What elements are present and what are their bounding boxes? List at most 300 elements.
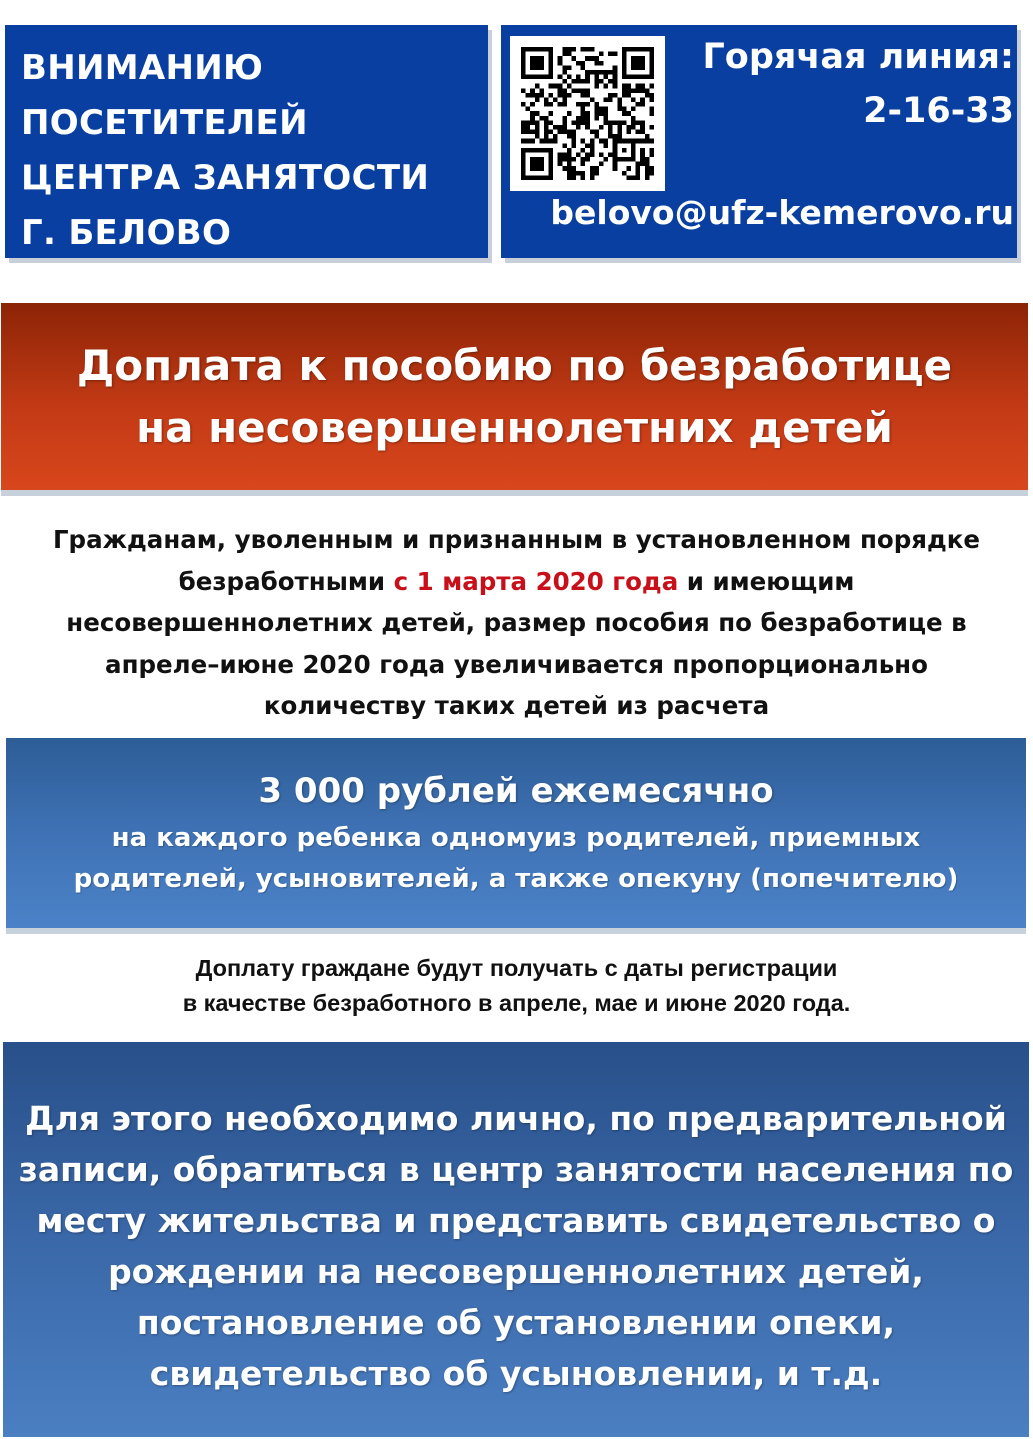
qr-module [544, 97, 549, 102]
qr-module [594, 107, 599, 112]
qr-module [594, 171, 599, 176]
qr-module [521, 102, 526, 107]
qr-module [617, 107, 622, 112]
qr-module [562, 166, 567, 171]
qr-module [590, 175, 595, 180]
qr-module [604, 107, 609, 112]
qr-module [640, 47, 645, 52]
qr-module [608, 79, 613, 84]
payment-period-line-2: в качестве безработного в апреле, мае и июне 2020 года. [182, 990, 851, 1016]
qr-module [567, 47, 572, 52]
qr-module [626, 47, 631, 52]
qr-module [585, 70, 590, 75]
qr-module [640, 97, 645, 102]
qr-module [594, 134, 599, 139]
qr-module [562, 97, 567, 102]
qr-module [558, 102, 563, 107]
qr-module [645, 162, 650, 167]
qr-module [585, 111, 590, 116]
qr-module [567, 175, 572, 180]
qr-module [562, 120, 567, 125]
qr-module [521, 139, 526, 144]
qr-module [571, 79, 576, 84]
qr-module [604, 75, 609, 80]
qr-module [645, 75, 650, 80]
amount-title: 3 000 рублей ежемесячно [258, 771, 774, 811]
qr-module [636, 75, 641, 80]
qr-module [539, 65, 544, 70]
qr-module [567, 52, 572, 57]
qr-module [521, 56, 526, 61]
qr-module [604, 120, 609, 125]
qr-module [640, 157, 645, 162]
qr-module [608, 97, 613, 102]
qr-module [549, 70, 554, 75]
qr-module [581, 107, 586, 112]
qr-module [590, 139, 595, 144]
qr-module [626, 166, 631, 171]
eligibility-line-3: несовершеннолетних детей, размер пособия по безработице в [66, 608, 967, 637]
qr-module [631, 47, 636, 52]
qr-module [544, 175, 549, 180]
qr-module [613, 152, 618, 157]
qr-module [622, 107, 627, 112]
qr-module [549, 152, 554, 157]
instructions-line-5: постановление об установлении опеки, [136, 1303, 896, 1342]
qr-module [567, 75, 572, 80]
qr-module [576, 75, 581, 80]
qr-module [590, 143, 595, 148]
qr-module [558, 88, 563, 93]
qr-module [626, 111, 631, 116]
qr-module [590, 56, 595, 61]
qr-module [590, 166, 595, 171]
qr-module [549, 56, 554, 61]
qr-module [535, 97, 540, 102]
qr-module [530, 157, 535, 162]
qr-module [594, 130, 599, 135]
qr-module [521, 148, 526, 153]
qr-module [530, 47, 535, 52]
qr-module [645, 93, 650, 98]
qr-module [636, 47, 641, 52]
qr-module [594, 84, 599, 89]
qr-module [549, 65, 554, 70]
qr-module [608, 70, 613, 75]
qr-module [562, 157, 567, 162]
qr-module [649, 61, 654, 66]
qr-module [594, 111, 599, 116]
qr-module [649, 93, 654, 98]
qr-module [562, 102, 567, 107]
qr-module [604, 97, 609, 102]
qr-module [581, 116, 586, 121]
qr-module [649, 166, 654, 171]
qr-module [631, 120, 636, 125]
amount-panel [6, 738, 1026, 928]
header-title-line-4: Г. БЕЛОВО [21, 213, 232, 253]
qr-module [636, 84, 641, 89]
instructions-line-2: записи, обратиться в центр занятости населения по [18, 1150, 1014, 1189]
qr-module [631, 61, 636, 66]
amount-description [6, 818, 1026, 900]
qr-module [631, 175, 636, 180]
qr-module [622, 52, 627, 57]
qr-module [631, 125, 636, 130]
qr-module [576, 88, 581, 93]
qr-module [613, 134, 618, 139]
amount-description-line-1: на каждого ребенка одномуиз родителей, приемных [111, 823, 921, 853]
qr-module [613, 75, 618, 80]
qr-module [636, 139, 641, 144]
qr-module [521, 152, 526, 157]
qr-module [585, 79, 590, 84]
eligibility-line-1: Гражданам, уволенным и признанным в установленном порядке [52, 525, 981, 554]
qr-module [539, 148, 544, 153]
qr-module [576, 171, 581, 176]
header-contact-block [501, 25, 1017, 258]
qr-module [567, 157, 572, 162]
qr-module [649, 125, 654, 130]
qr-module [608, 134, 613, 139]
qr-module [622, 148, 627, 153]
qr-module [581, 93, 586, 98]
qr-module [539, 61, 544, 66]
qr-module [526, 148, 531, 153]
qr-module [636, 175, 641, 180]
qr-module [567, 130, 572, 135]
qr-module [636, 102, 641, 107]
instructions-line-6: свидетельство об усыновлении, и т.д. [149, 1354, 883, 1393]
qr-module [594, 79, 599, 84]
qr-module [535, 47, 540, 52]
qr-module [544, 116, 549, 121]
qr-module [544, 75, 549, 80]
qr-module [562, 116, 567, 121]
qr-module [535, 61, 540, 66]
qr-module [608, 152, 613, 157]
qr-module [604, 116, 609, 121]
qr-module [535, 134, 540, 139]
qr-module [544, 125, 549, 130]
qr-module [576, 152, 581, 157]
qr-module [640, 88, 645, 93]
headline-line-1: Доплата к пособию по безработице [76, 341, 953, 390]
qr-module [617, 120, 622, 125]
qr-module [549, 47, 554, 52]
qr-module [562, 143, 567, 148]
qr-module [599, 152, 604, 157]
qr-module [526, 175, 531, 180]
qr-module [581, 47, 586, 52]
qr-module [636, 166, 641, 171]
instructions-line-3: месту жительства и представить свидетельство о [36, 1201, 996, 1240]
qr-module [581, 157, 586, 162]
qr-module [608, 125, 613, 130]
eligibility-line-2-start: безработными [178, 566, 386, 596]
qr-module [530, 116, 535, 121]
qr-module [585, 125, 590, 130]
eligibility-paragraph [10, 519, 1023, 727]
qr-module [626, 84, 631, 89]
qr-module [585, 152, 590, 157]
qr-module [571, 134, 576, 139]
header-title-line-1: ВНИМАНИЮ [21, 48, 264, 88]
qr-module [585, 93, 590, 98]
qr-module [530, 56, 535, 61]
qr-module [549, 75, 554, 80]
qr-module [544, 139, 549, 144]
qr-module [599, 139, 604, 144]
qr-module [631, 97, 636, 102]
qr-module [649, 107, 654, 112]
qr-module [549, 93, 554, 98]
qr-module [599, 70, 604, 75]
qr-module [571, 56, 576, 61]
qr-module [640, 65, 645, 70]
qr-module [640, 61, 645, 66]
qr-module [585, 143, 590, 148]
qr-module [617, 139, 622, 144]
qr-module [562, 65, 567, 70]
qr-module [530, 75, 535, 80]
hotline-number: 2-16-33 [863, 91, 1014, 131]
qr-module [599, 125, 604, 130]
qr-module [544, 130, 549, 135]
qr-module [530, 88, 535, 93]
qr-module [631, 56, 636, 61]
qr-module [530, 139, 535, 144]
email-link[interactable]: belovo@ufz-kemerovo.ru [550, 193, 1014, 232]
qr-module [571, 143, 576, 148]
qr-module [521, 171, 526, 176]
qr-module [585, 88, 590, 93]
qr-module [549, 84, 554, 89]
qr-module [544, 148, 549, 153]
payment-period-paragraph [10, 951, 1023, 1021]
qr-module [567, 134, 572, 139]
qr-module [526, 93, 531, 98]
qr-module [590, 70, 595, 75]
qr-module [562, 79, 567, 84]
qr-module [640, 125, 645, 130]
qr-module [558, 130, 563, 135]
date-highlight: с 1 марта 2020 года [393, 566, 679, 596]
qr-module [571, 171, 576, 176]
qr-module [535, 162, 540, 167]
qr-module [626, 157, 631, 162]
qr-module [631, 143, 636, 148]
qr-module [645, 157, 650, 162]
qr-module [567, 152, 572, 157]
qr-module [640, 139, 645, 144]
qr-module [549, 61, 554, 66]
qr-module [608, 120, 613, 125]
qr-module [562, 125, 567, 130]
qr-module [581, 111, 586, 116]
qr-module [558, 61, 563, 66]
qr-module [576, 102, 581, 107]
qr-module [539, 116, 544, 121]
qr-module [526, 120, 531, 125]
qr-module [521, 125, 526, 130]
qr-module [590, 171, 595, 176]
qr-module [640, 162, 645, 167]
eligibility-line-5: количеству таких детей из расчета [263, 691, 770, 720]
qr-module [562, 52, 567, 57]
qr-module [521, 52, 526, 57]
qr-module [645, 134, 650, 139]
qr-module [640, 75, 645, 80]
qr-module [613, 139, 618, 144]
qr-module [576, 125, 581, 130]
eligibility-line-4: апреле–июне 2020 года увеличивается пропорционально [105, 649, 928, 679]
qr-module [558, 75, 563, 80]
qr-module [553, 139, 558, 144]
qr-module [530, 162, 535, 167]
qr-module [530, 148, 535, 153]
qr-module [521, 70, 526, 75]
instructions-panel [3, 1042, 1029, 1437]
qr-module [571, 88, 576, 93]
qr-module [645, 166, 650, 171]
qr-module [631, 65, 636, 70]
qr-module [549, 166, 554, 171]
qr-module [562, 152, 567, 157]
qr-module [590, 148, 595, 153]
qr-module [581, 139, 586, 144]
qr-module [640, 84, 645, 89]
qr-module [585, 75, 590, 80]
qr-module [539, 157, 544, 162]
qr-module [581, 79, 586, 84]
qr-module [581, 148, 586, 153]
qr-module [567, 148, 572, 153]
qr-module [599, 162, 604, 167]
qr-module [626, 175, 631, 180]
qr-module [617, 130, 622, 135]
qr-module [539, 56, 544, 61]
qr-module [581, 65, 586, 70]
qr-module [539, 75, 544, 80]
qr-module [521, 175, 526, 180]
qr-module [631, 157, 636, 162]
headline-line-2: на несовершеннолетних детей [136, 403, 893, 452]
qr-module [599, 52, 604, 57]
qr-module [558, 157, 563, 162]
qr-module [599, 111, 604, 116]
qr-module [590, 130, 595, 135]
qr-module [636, 120, 641, 125]
qr-module [576, 61, 581, 66]
qr-module [636, 171, 641, 176]
qr-module [622, 139, 627, 144]
qr-module [544, 102, 549, 107]
qr-module [640, 56, 645, 61]
qr-module [535, 65, 540, 70]
qr-module [585, 116, 590, 121]
qr-module [530, 93, 535, 98]
qr-module [553, 125, 558, 130]
qr-module [521, 157, 526, 162]
qr-module [626, 93, 631, 98]
qr-module [539, 166, 544, 171]
qr-module [594, 61, 599, 66]
qr-module [581, 88, 586, 93]
qr-module [581, 175, 586, 180]
qr-module [626, 88, 631, 93]
qr-module [567, 162, 572, 167]
qr-module [617, 157, 622, 162]
qr-module [626, 75, 631, 80]
qr-module [585, 47, 590, 52]
qr-module [622, 111, 627, 116]
qr-module [549, 157, 554, 162]
qr-module [576, 79, 581, 84]
qr-module [562, 130, 567, 135]
qr-module [594, 116, 599, 121]
qr-module [535, 93, 540, 98]
qr-module [649, 56, 654, 61]
qr-module [649, 70, 654, 75]
qr-module [604, 111, 609, 116]
qr-module [535, 130, 540, 135]
qr-module [649, 84, 654, 89]
qr-module [599, 107, 604, 112]
qr-module [530, 65, 535, 70]
qr-module [530, 175, 535, 180]
qr-module [594, 75, 599, 80]
qr-module [530, 166, 535, 171]
qr-module [631, 152, 636, 157]
qr-module [604, 84, 609, 89]
qr-module [539, 139, 544, 144]
qr-module [535, 111, 540, 116]
qr-module [530, 111, 535, 116]
qr-module [571, 130, 576, 135]
header-title-block [5, 25, 488, 258]
qr-code-icon [510, 36, 665, 191]
qr-module [626, 125, 631, 130]
qr-module [562, 93, 567, 98]
qr-module [581, 120, 586, 125]
qr-module [567, 111, 572, 116]
qr-module [526, 47, 531, 52]
qr-module [636, 61, 641, 66]
qr-module [530, 130, 535, 135]
qr-module [590, 97, 595, 102]
qr-module [649, 152, 654, 157]
qr-module [521, 88, 526, 93]
qr-module [558, 84, 563, 89]
qr-module [636, 162, 641, 167]
qr-module [590, 152, 595, 157]
qr-module [613, 166, 618, 171]
qr-module [608, 93, 613, 98]
qr-module [649, 65, 654, 70]
qr-module [535, 175, 540, 180]
qr-module [594, 70, 599, 75]
payment-period-line-1: Доплату граждане будут получать с даты регистрации [195, 955, 838, 981]
qr-module [539, 93, 544, 98]
qr-module [636, 130, 641, 135]
qr-module [636, 88, 641, 93]
qr-module [585, 102, 590, 107]
qr-module [581, 61, 586, 66]
qr-module [604, 139, 609, 144]
qr-module [636, 56, 641, 61]
qr-module [613, 70, 618, 75]
